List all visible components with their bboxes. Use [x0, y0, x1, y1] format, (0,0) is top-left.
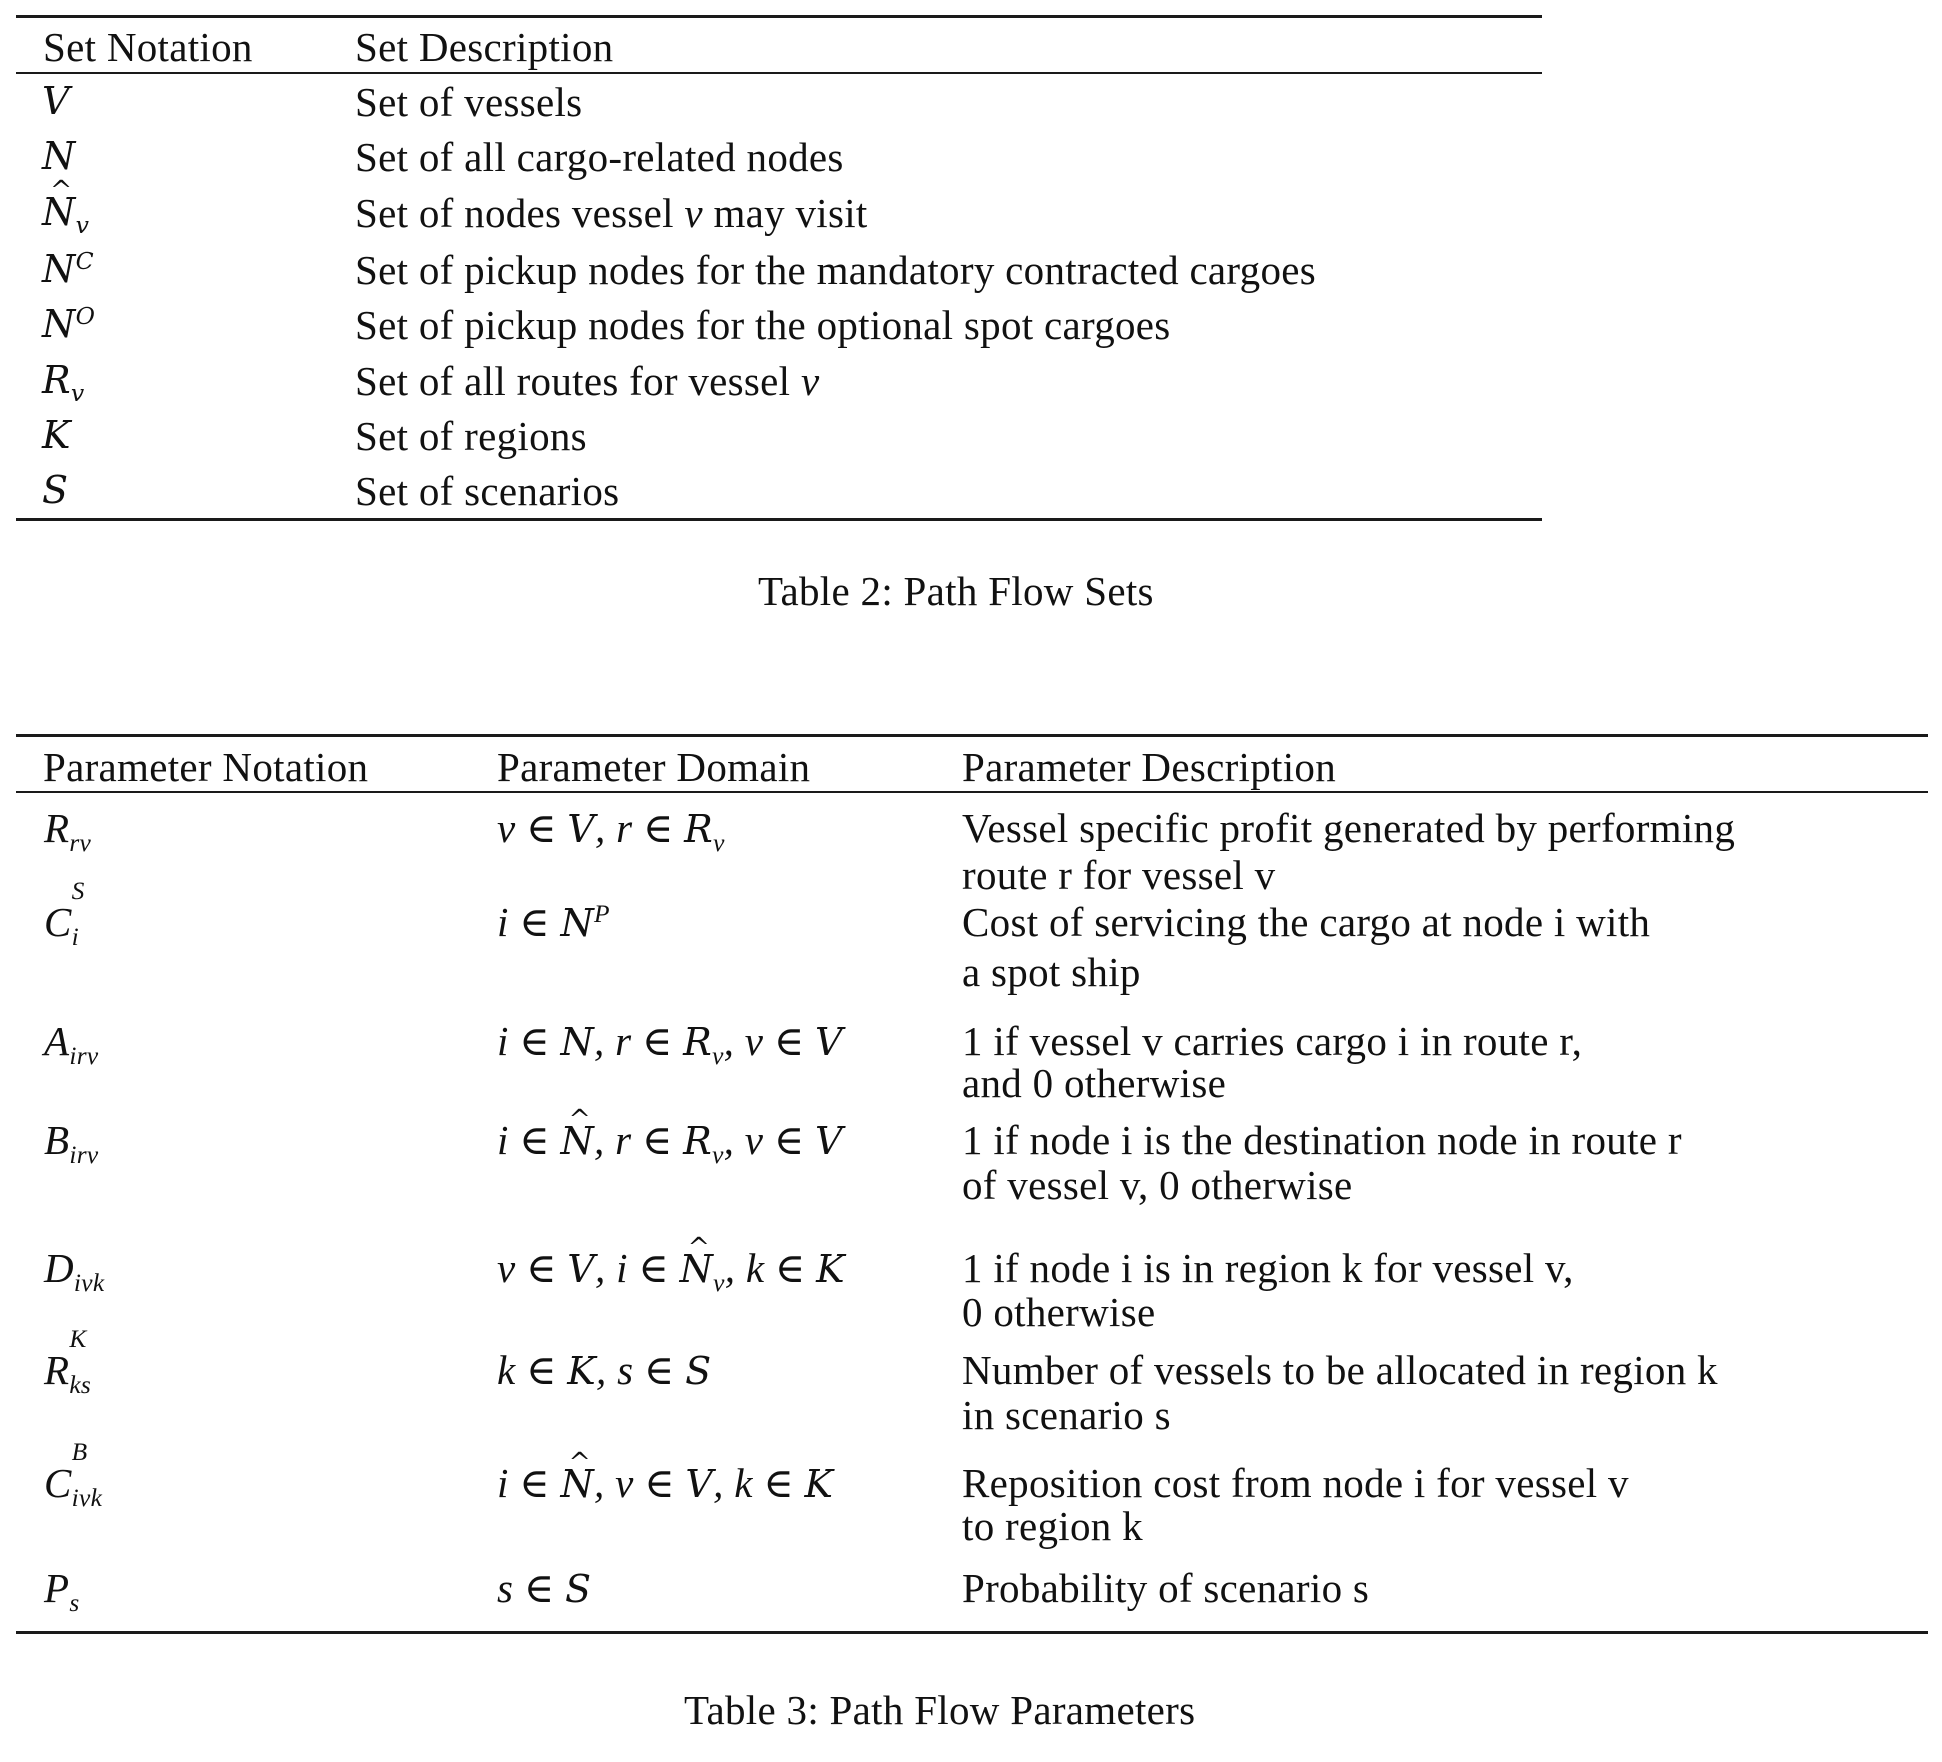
sets-table-top-rule	[16, 15, 1542, 18]
param-row-description-line: 1 if node i is the destination node in route r	[962, 1117, 1682, 1163]
param-row-domain: v ∈ V, r ∈ $R_v$	[497, 805, 725, 857]
sets-row-notation: $R_v$	[42, 358, 85, 408]
sets-table-caption: Table 2: Path Flow Sets	[758, 568, 1154, 614]
sets-row-description: Set of pickup nodes for the optional spot cargoes	[355, 302, 1171, 348]
param-row-notation: $A_{irv}$	[44, 1018, 99, 1070]
param-row-domain: i ∈ N, r ∈ $R_v$, v ∈ V	[497, 1018, 843, 1070]
sets-row-notation: S	[42, 468, 69, 512]
params-header-notation: Parameter Notation	[43, 744, 369, 790]
param-row-description-line: Number of vessels to be allocated in region k	[962, 1347, 1718, 1393]
param-row-domain: i ∈ ^ N, v ∈ V, k ∈ K	[497, 1463, 833, 1504]
param-row-description-line: 1 if vessel v carries cargo i in route r,	[962, 1018, 1583, 1064]
param-row-notation: $P_s$	[44, 1565, 80, 1617]
param-row-notation: $R_{rv}$	[44, 805, 92, 857]
param-row-notation: $D_{ivk}$	[44, 1245, 105, 1297]
parameters-table-header-rule	[16, 791, 1928, 793]
param-row-notation: $B_{irv}$	[44, 1117, 99, 1169]
param-row-domain: i ∈ ^ N, r ∈ $R_v$, v ∈ V	[497, 1120, 843, 1161]
param-row-description-line: 0 otherwise	[962, 1289, 1156, 1335]
param-row-description-line: in scenario s	[962, 1392, 1171, 1438]
sets-row-notation: $N^O$	[42, 302, 96, 346]
sets-row-description: Set of regions	[355, 413, 587, 459]
sets-row-description: Set of scenarios	[355, 468, 620, 514]
param-row-notation: R K $_{ks}$	[44, 1325, 92, 1399]
parameters-table-top-rule	[16, 734, 1928, 737]
param-row-description-line: Reposition cost from node i for vessel v	[962, 1460, 1629, 1506]
param-row-description-line: Probability of scenario s	[962, 1565, 1370, 1611]
param-row-description-line: Cost of servicing the cargo at node i with	[962, 899, 1651, 945]
sets-row-description: Set of nodes vessel v may visit	[355, 190, 868, 236]
param-row-description-line: 1 if node i is in region k for vessel v,	[962, 1245, 1574, 1291]
param-row-domain: i ∈ $N^P$	[497, 899, 610, 945]
param-row-description-line: a spot ship	[962, 949, 1141, 995]
sets-row-description: Set of pickup nodes for the mandatory contracted cargoes	[355, 247, 1317, 293]
parameters-table-bottom-rule	[16, 1631, 1928, 1634]
sets-row-description: Set of all cargo-related nodes	[355, 134, 844, 180]
sets-row-description: Set of vessels	[355, 79, 583, 125]
sets-row-notation: V	[42, 79, 70, 123]
param-row-domain: k ∈ K, s ∈ S	[497, 1347, 712, 1393]
parameters-table-caption: Table 3: Path Flow Parameters	[684, 1687, 1196, 1733]
param-row-description-line: and 0 otherwise	[962, 1060, 1227, 1106]
sets-row-notation: K	[42, 413, 71, 457]
param-row-description-line: to region k	[962, 1503, 1143, 1549]
sets-row-description: Set of all routes for vessel v	[355, 358, 820, 404]
sets-row-notation: N	[42, 134, 76, 178]
sets-table-bottom-rule	[16, 518, 1542, 521]
param-row-description-line: Vessel specific profit generated by performing	[962, 805, 1736, 851]
sets-row-notation: ^ $N_v$	[42, 193, 89, 231]
param-row-domain: s ∈ S	[497, 1565, 592, 1611]
sets-header-description: Set Description	[355, 24, 614, 70]
params-header-domain: Parameter Domain	[497, 744, 811, 790]
param-row-description-line: of vessel v, 0 otherwise	[962, 1162, 1353, 1208]
param-row-notation: C B $_{ivk}$	[44, 1438, 103, 1512]
param-row-notation: C S $_i$	[44, 877, 85, 951]
sets-row-notation: $N^C$	[42, 247, 94, 291]
param-row-domain: v ∈ V, i ∈ ^ $N_v$, k ∈ K	[497, 1248, 845, 1289]
sets-header-notation: Set Notation	[43, 24, 253, 70]
param-row-description-line: route r for vessel v	[962, 852, 1276, 898]
sets-table-header-rule	[16, 72, 1542, 74]
params-header-description: Parameter Description	[962, 744, 1337, 790]
